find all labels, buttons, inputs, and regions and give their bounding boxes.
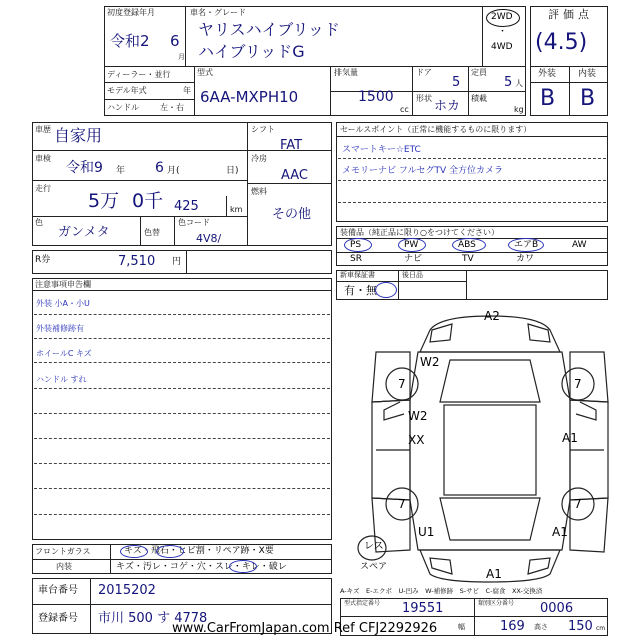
equip-sr: SR (350, 254, 362, 264)
equip-abs: ABS (458, 240, 476, 250)
equip-leather: カワ (516, 254, 535, 264)
mark-rear-bumper: A1 (486, 567, 502, 581)
note-line-1: 外装 小A・小U (36, 299, 90, 308)
mark-front-left-wheel: 7 (398, 377, 406, 391)
chassis-value: 2015202 (98, 583, 156, 598)
notes-label: 注意事項申告欄 (35, 280, 91, 289)
height-label: 高さ (534, 623, 548, 631)
sales-points-label: セールスポイント（正常に機能するものに限ります） (340, 125, 532, 134)
history-label: 車歴 (35, 125, 51, 134)
equip-navi: ナビ (404, 254, 423, 264)
cert-label: 型式指定番号 (344, 600, 381, 607)
chassis-label: 車台番号 (38, 585, 78, 596)
grade: ハイブリッドG (198, 42, 305, 61)
exterior-label: 外装 (538, 69, 557, 79)
note-line-3: ホイールC キズ (36, 349, 92, 358)
recycle-unit: 円 (172, 257, 182, 267)
equip-ps: PS (350, 240, 362, 250)
interior-wear-circle (229, 560, 257, 573)
height-value: 150 (568, 619, 593, 634)
sales-point-line-2: メモリーナビ フルセグTV 全方位カメラ (342, 166, 504, 176)
handle-label: ハンドル (107, 103, 139, 112)
first-reg-label: 初度登録年月 (107, 8, 155, 17)
exterior-value: B (540, 86, 556, 111)
front-glass-label: フロントガラス (35, 547, 91, 556)
mileage-rest: 425 (174, 199, 199, 214)
fuel-value: その他 (272, 207, 312, 222)
mark-rear-left-wheel: 7 (398, 497, 406, 511)
width-value: 169 (500, 619, 525, 634)
capacity-label: 定員 (471, 68, 487, 77)
watermark: www.CarFromJapan.com Ref CFJ2292926 (172, 621, 438, 636)
mark-rear-right-wheel: 7 (574, 497, 582, 511)
door-label: ドア (416, 68, 432, 77)
load-label: 積載 (471, 94, 487, 103)
drive-2wd: 2WD (491, 12, 513, 22)
car-name: ヤリスハイブリッド (198, 20, 340, 39)
handle-values: 左・右 (160, 103, 184, 112)
inspection-day-unit: 日) (226, 166, 239, 176)
mark-rear-right-quarter: A1 (552, 525, 568, 539)
registration-value: 市川 500 す 4778 (98, 611, 208, 626)
equip-aw: AW (572, 240, 587, 250)
recycle-label: R券 (35, 255, 51, 265)
shift-value: FAT (280, 138, 303, 153)
inspection-month: 6 (155, 160, 164, 176)
warranty-none-circle (375, 282, 397, 298)
drive-4wd: 4WD (491, 42, 513, 52)
class-value: 0006 (540, 601, 574, 616)
mark-left-front-door: W2 (408, 409, 428, 423)
warranty-label: 新車保証書 (340, 271, 375, 279)
damage-legend: A-キズ E-エクボ U-凹み W-補修跡 S-サビ C-腐食 XX-交換済 (340, 587, 543, 595)
mileage-label: 走行 (35, 184, 51, 193)
equip-tv: TV (462, 254, 474, 264)
note-line-2: 外装補修跡有 (36, 324, 84, 333)
shift-label: シフト (251, 125, 275, 134)
mark-front-bumper: A2 (484, 309, 500, 323)
mileage-man: 5万 (88, 190, 120, 212)
color-value: ガンメタ (58, 225, 110, 240)
month-unit: 月 (178, 53, 185, 61)
mark-left-door-replaced: XX (408, 433, 425, 447)
width-label: 幅 (458, 623, 465, 631)
person-unit: 人 (515, 79, 523, 88)
interior-label: 内装 (578, 69, 597, 79)
mileage-sen: 0千 (132, 190, 164, 212)
first-reg-era: 令和2 (110, 32, 150, 50)
mark-right-door: A1 (562, 431, 578, 445)
interior-value: B (580, 86, 596, 111)
shape-label: 形状 (416, 94, 432, 103)
cc-unit: cc (400, 105, 409, 114)
spare-status: レス (364, 541, 384, 552)
inspection-year-unit: 年 (116, 166, 126, 176)
sales-point-line-1: スマートキー☆ETC (342, 145, 421, 155)
kg-unit: kg (514, 105, 524, 114)
spare-label: スペア (360, 562, 388, 572)
mark-front-left-fender: W2 (420, 355, 440, 369)
interior-damage-values: キズ・汚レ・コゲ・穴・スレ・キレ・破レ (116, 562, 287, 572)
cm-unit: cm (596, 625, 606, 632)
displacement-label: 排気量 (334, 68, 358, 77)
color-change-label: 色替 (144, 228, 160, 237)
history-value: 自家用 (54, 126, 103, 145)
recycle-value: 7,510 (118, 254, 156, 269)
equip-pw: PW (404, 240, 419, 250)
first-reg-month: 6 (170, 32, 180, 50)
score-value: (4.5) (535, 30, 588, 55)
type-label: 型式 (197, 68, 213, 77)
km-unit: km (230, 205, 243, 214)
registration-label: 登録番号 (38, 613, 78, 624)
car-name-label: 車名・グレード (190, 8, 246, 17)
note-line-4: ハンドル すれ (36, 375, 87, 384)
year-unit: 年 (183, 86, 191, 95)
class-label: 類別区分番号 (478, 600, 515, 607)
color-code-label: 色コード (178, 218, 210, 227)
mark-front-right-wheel: 7 (574, 377, 582, 391)
fuel-label: 燃料 (251, 187, 267, 196)
recycle-block (32, 250, 332, 274)
inspection-label: 車検 (35, 154, 51, 163)
cert-value: 19551 (402, 601, 444, 616)
front-glass-values: キズ・飛石・ヒビ割・リペア跡・X要 (124, 546, 274, 556)
drive-dot: ・ (498, 27, 508, 37)
mark-rear-left-quarter: U1 (418, 525, 435, 539)
inspection-month-unit: 月( (167, 166, 180, 176)
color-code-value: 4V8/ (196, 232, 222, 245)
capacity-value: 5 (504, 75, 513, 90)
color-label: 色 (35, 218, 43, 227)
model-year-label: モデル年式 (107, 86, 147, 95)
interior-damage-label: 内装 (56, 562, 72, 571)
inspection-era: 令和9 (66, 160, 103, 176)
glass-chip-circle (156, 545, 184, 558)
ac-value: AAC (281, 168, 308, 183)
score-label: 評価点 (548, 8, 593, 21)
equip-airbag: エアB (514, 240, 539, 250)
notes-block (32, 278, 332, 540)
equipment-label: 装備品（純正品に限り○をつけてください） (340, 228, 499, 237)
shape-value: ホカ (434, 99, 461, 114)
glass-scratch-circle (120, 545, 148, 558)
displacement-value: 1500 (358, 89, 394, 105)
type-value: 6AA-MXPH10 (200, 88, 299, 106)
warranty-values: 有・無 (344, 284, 377, 297)
ac-label: 冷房 (251, 154, 267, 163)
door-value: 5 (452, 75, 461, 90)
dealer-label: ディーラー・並行 (107, 70, 171, 79)
booklet-label: 後日品 (402, 271, 423, 279)
